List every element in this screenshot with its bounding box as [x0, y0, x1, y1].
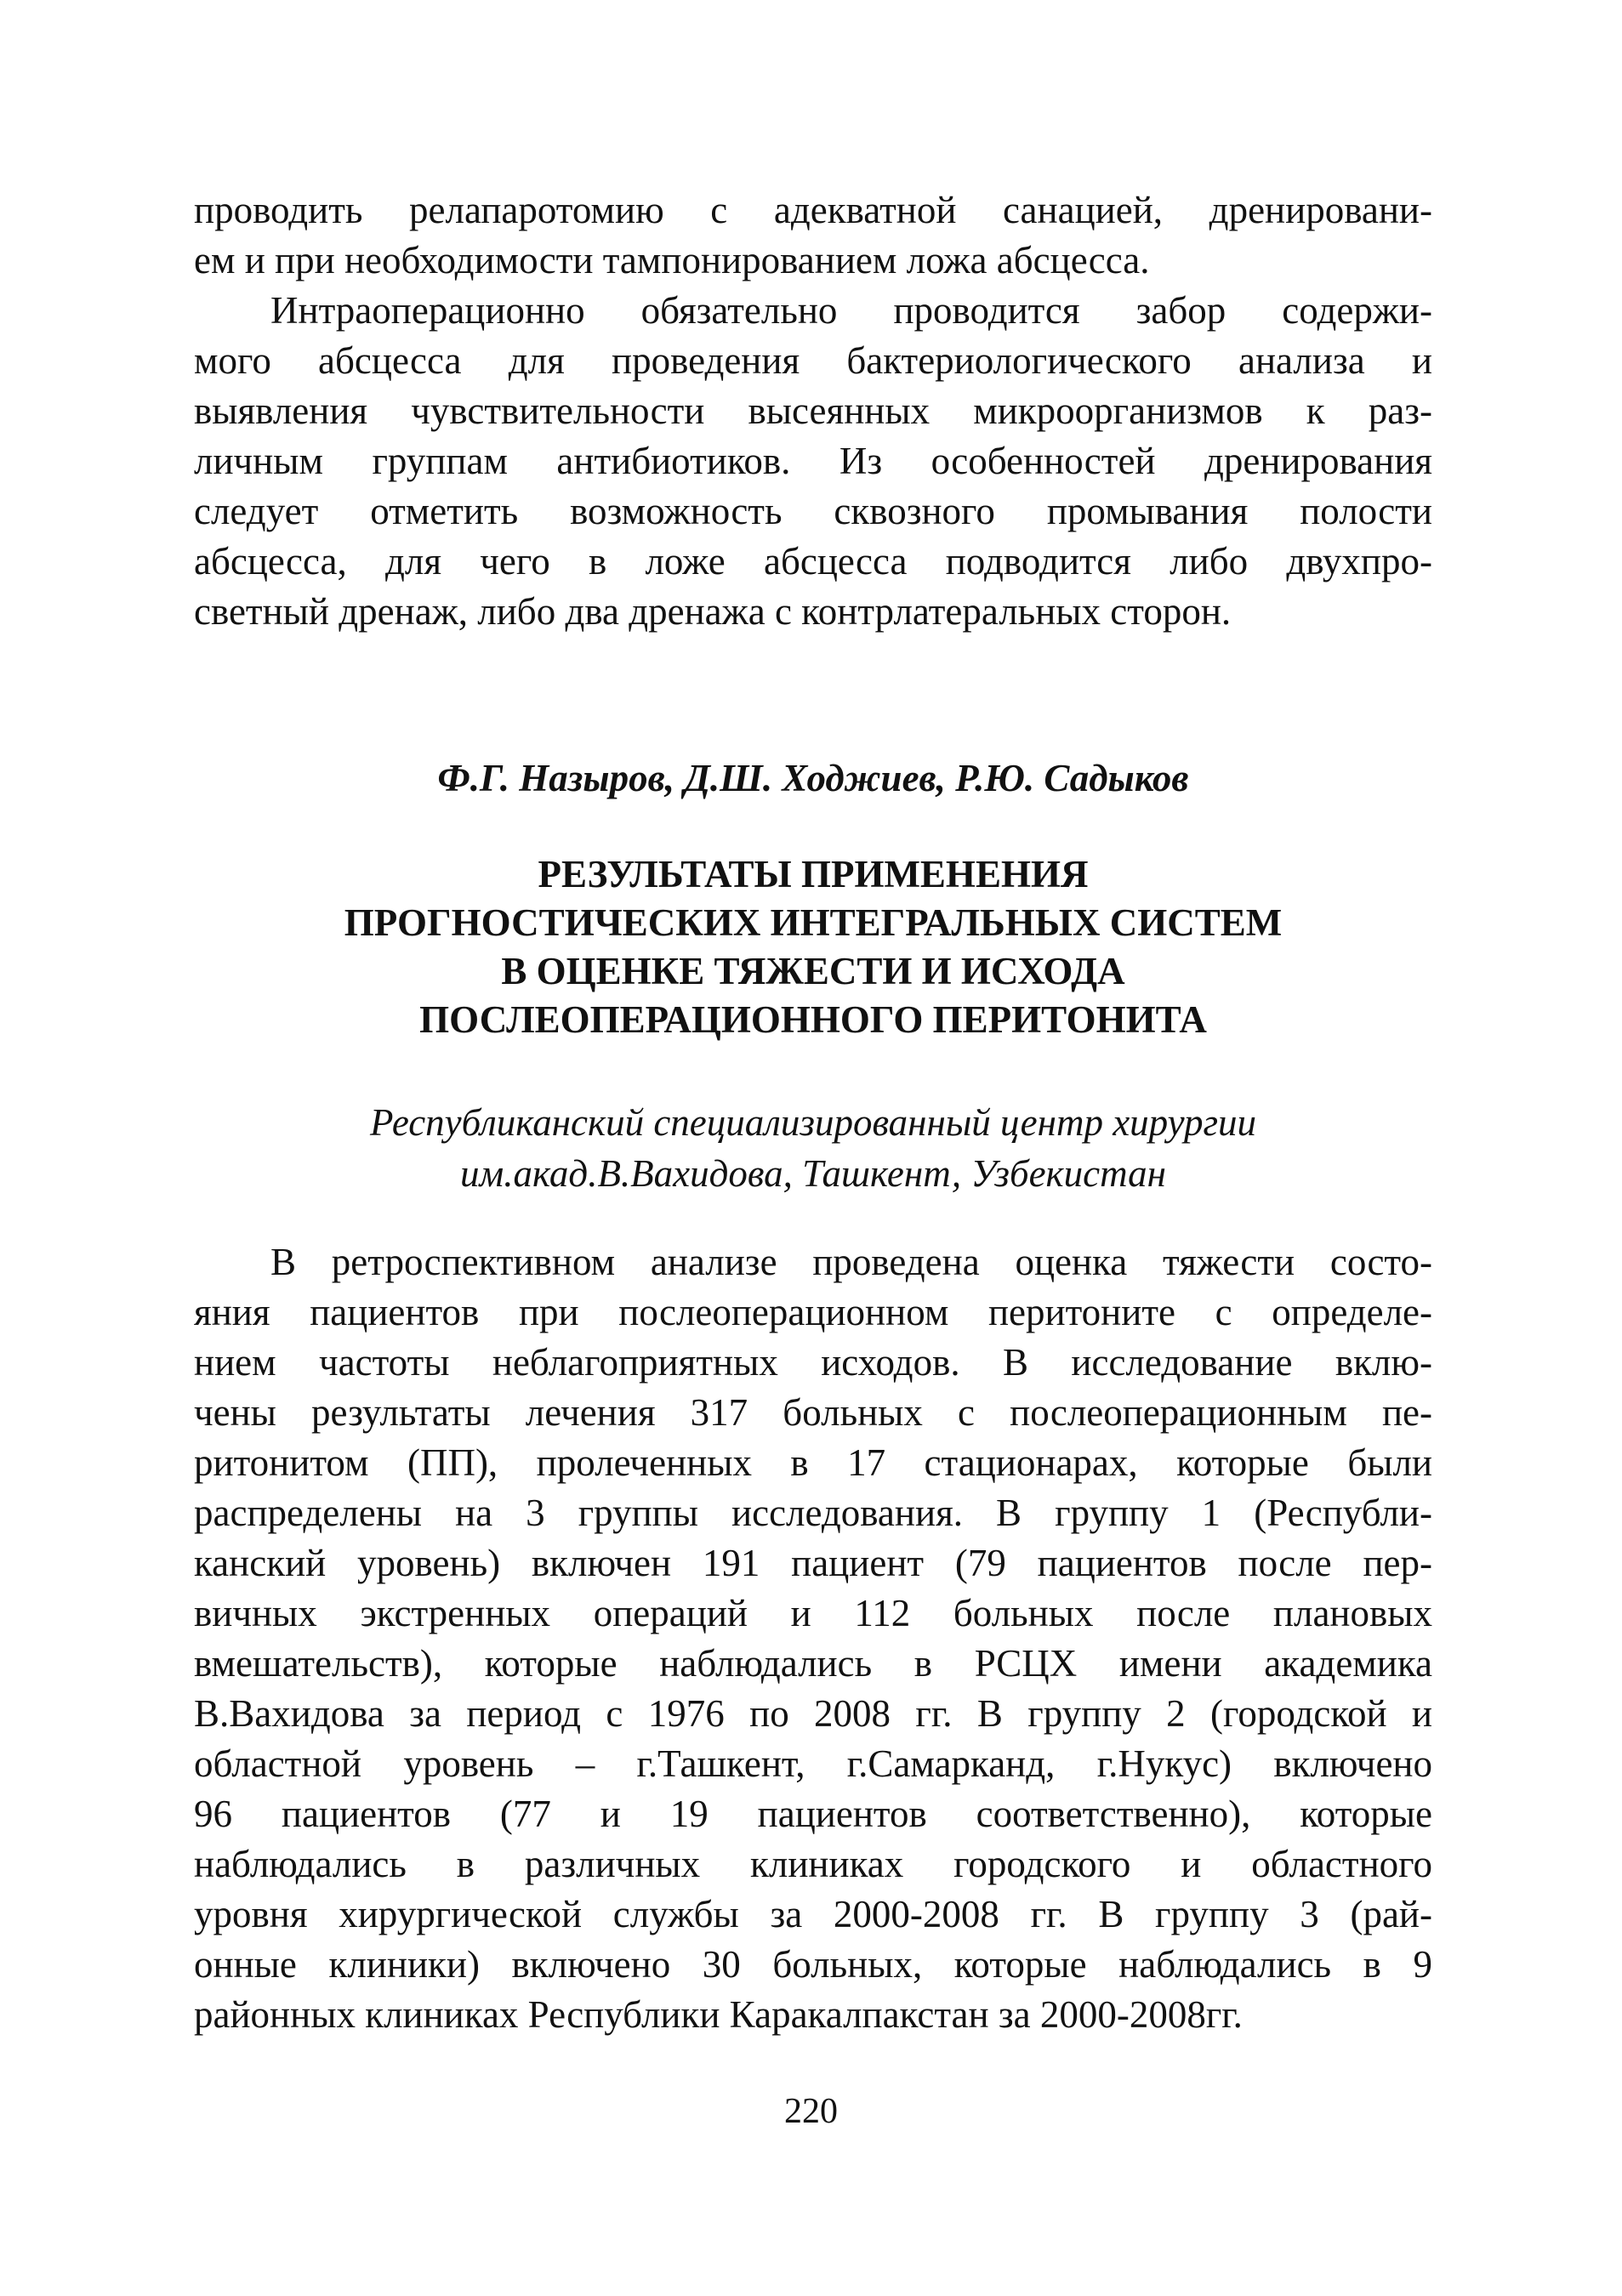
paragraph-2 — [194, 286, 1432, 637]
text-line: 96 пациентов (77 и 19 пациентов соответственно), которые — [194, 1793, 1432, 1835]
text-line: районных клиниках Республики Каракалпакстан за 2000-2008гг. — [194, 1993, 1243, 2036]
page-number: 220 — [784, 2092, 838, 2131]
text-line: ритонитом (ПП), пролеченных в 17 стационарах, которые были — [194, 1441, 1432, 1484]
text-line: личным группам антибиотиков. Из особенностей дренирования — [194, 440, 1432, 482]
text-line: наблюдались в различных клиниках городского и областного — [194, 1843, 1432, 1885]
article-affiliation — [194, 1097, 1432, 1199]
text-line: выявления чувствительности высеянных микроорганизмов к раз- — [194, 389, 1432, 432]
title-line: ПРОГНОСТИЧЕСКИХ ИНТЕГРАЛЬНЫХ СИСТЕМ — [344, 901, 1283, 944]
text-line: областной уровень – г.Ташкент, г.Самарканд, г.Нукус) включено — [194, 1742, 1432, 1785]
intro-text — [194, 185, 1432, 637]
title-line: РЕЗУЛЬТАТЫ ПРИМЕНЕНИЯ — [538, 853, 1089, 895]
text-line: чены результаты лечения 317 больных с послеоперационным пе- — [194, 1391, 1432, 1434]
text-line: яния пациентов при послеоперационном перитоните с определе- — [194, 1291, 1432, 1333]
article-title — [194, 850, 1432, 1044]
text-line: В ретроспективном анализе проведена оценка тяжести состо- — [270, 1241, 1432, 1283]
affiliation-line: Республиканский специализированный центр хирургии — [369, 1101, 1257, 1144]
article-authors: Ф.Г. Назыров, Д.Ш. Ходжиев, Р.Ю. Садыков — [437, 757, 1189, 799]
title-line: ПОСЛЕОПЕРАЦИОННОГО ПЕРИТОНИТА — [419, 998, 1207, 1041]
text-line: мого абсцесса для проведения бактериологического анализа и — [194, 339, 1432, 382]
text-line: уровня хирургической службы за 2000-2008 гг. В группу 3 (рай- — [194, 1893, 1432, 1935]
text-line: абсцесса, для чего в ложе абсцесса подводится либо двухпро- — [194, 540, 1432, 583]
paragraph-1 — [194, 185, 1432, 286]
text-line: вичных экстренных операций и 112 больных после плановых — [194, 1592, 1432, 1634]
text-line: ем и при необходимости тампонированием ложа абсцесса. — [194, 239, 1150, 281]
text-line: онные клиники) включено 30 больных, которые наблюдались в 9 — [194, 1943, 1432, 1986]
text-line: следует отметить возможность сквозного промывания полости — [194, 490, 1432, 532]
text-line: В.Вахидова за период с 1976 по 2008 гг. В группу 2 (городской и — [194, 1692, 1432, 1735]
text-line: Интраоперационно обязательно проводится забор содержи- — [270, 289, 1432, 332]
title-line: В ОЦЕНКЕ ТЯЖЕСТИ И ИСХОДА — [501, 950, 1125, 992]
affiliation-line: им.акад.В.Вахидова, Ташкент, Узбекистан — [460, 1152, 1166, 1195]
text-line: светный дренаж, либо два дренажа с контрлатеральных сторон. — [194, 590, 1232, 633]
article-body — [194, 1237, 1432, 2040]
text-line: вмешательств), которые наблюдались в РСЦХ имени академика — [194, 1642, 1432, 1685]
text-line: проводить релапаротомию с адекватной санацией, дренировани- — [194, 189, 1432, 231]
text-line: канский уровень) включен 191 пациент (79 пациентов после пер- — [194, 1542, 1432, 1584]
body-paragraph — [194, 1237, 1432, 2040]
text-line: нием частоты неблагоприятных исходов. В исследование вклю- — [194, 1341, 1432, 1384]
text-line: распределены на 3 группы исследования. В группу 1 (Республи- — [194, 1492, 1432, 1534]
